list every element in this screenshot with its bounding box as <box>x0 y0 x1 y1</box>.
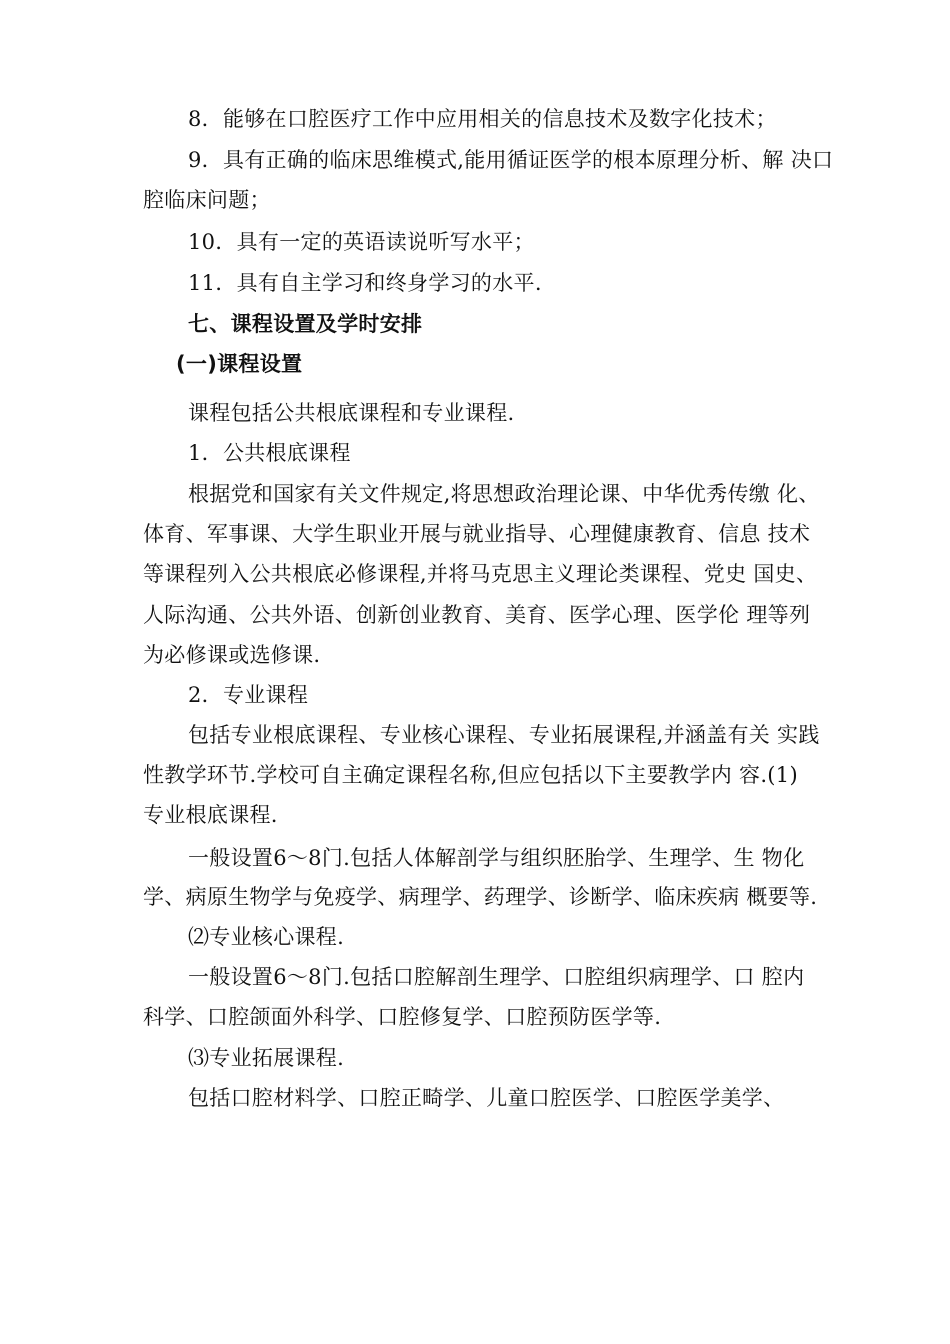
paragraph-line: 一般设置6〜8门.包括口腔解剖生理学、口腔组织病理学、口 腔内 <box>188 965 805 989</box>
subsection-heading: (一)课程设置 <box>176 352 303 376</box>
paragraph-line: 性教学环节.学校可自主确定课程名称,但应包括以下主要教学内 容.(1) <box>143 763 798 787</box>
paragraph-line: 课程包括公共根底课程和专业课程. <box>188 401 515 425</box>
paragraph-line: 包括专业根底课程、专业核心课程、专业拓展课程,并涵盖有关 实践 <box>188 723 820 747</box>
paragraph-line: 科学、口腔颌面外科学、口腔修复学、口腔预防医学等. <box>143 1005 662 1029</box>
paragraph-line: 10．具有一定的英语读说听写水平； <box>188 230 535 254</box>
list-heading: 1．公共根底课程 <box>188 441 351 465</box>
list-heading: ⑶专业拓展课程. <box>188 1046 345 1070</box>
paragraph-line: 腔临床问题； <box>143 188 271 212</box>
paragraph-line: 一般设置6〜8门.包括人体解剖学与组织胚胎学、生理学、生 物化 <box>188 846 805 870</box>
paragraph-line: 根据党和国家有关文件规定,将思想政治理论课、中华优秀传缴 化、 <box>188 482 820 506</box>
paragraph-line: 学、病原生物学与免疫学、病理学、药理学、诊断学、临床疾病 概要等. <box>143 885 818 909</box>
paragraph-line: 8．能够在口腔医疗工作中应用相关的信息技术及数字化技术； <box>188 107 777 131</box>
paragraph-line: 等课程列入公共根底必修课程,并将马克思主义理论类课程、党史 国史、 <box>143 562 818 586</box>
paragraph-line: 为必修课或选修课. <box>143 643 321 667</box>
section-heading: 七、课程设置及学时安排 <box>188 312 423 336</box>
paragraph-line: 体育、军事课、大学生职业开展与就业指导、心理健康教育、信息 技术 <box>143 522 811 546</box>
paragraph-line: 包括口腔材料学、口腔正畸学、儿童口腔医学、口腔医学美学、 <box>188 1086 785 1110</box>
list-heading: ⑵专业核心课程. <box>188 925 345 949</box>
paragraph-line: 11．具有自主学习和终身学习的水平. <box>188 271 542 295</box>
paragraph-line: 专业根底课程. <box>143 803 278 827</box>
list-heading: 2．专业课程 <box>188 683 309 707</box>
paragraph-line: 人际沟通、公共外语、创新创业教育、美育、医学心理、医学伦 理等列 <box>143 603 811 627</box>
paragraph-line: 9．具有正确的临床思维模式,能用循证医学的根本原理分析、解 决口 <box>188 148 834 172</box>
